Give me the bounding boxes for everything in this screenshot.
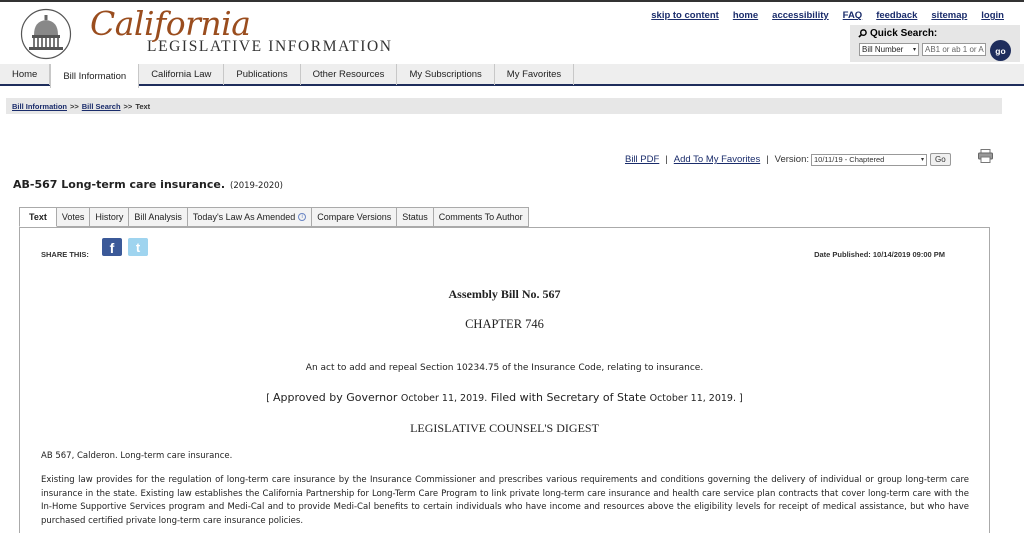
nav-publications[interactable]: Publications [224, 64, 300, 85]
bill-tabs [19, 207, 529, 227]
chevron-down-icon: ▾ [920, 157, 924, 163]
capitol-dome-logo-icon[interactable] [20, 8, 72, 60]
nav-my-subscriptions[interactable]: My Subscriptions [397, 64, 494, 85]
toolbar-divider: | [665, 154, 668, 165]
share-label: SHARE THIS: [41, 250, 89, 259]
tab-votes[interactable]: Votes [57, 207, 91, 227]
bill-pdf-link[interactable]: Bill PDF [625, 154, 660, 165]
approved-label: Approved by Governor [273, 391, 398, 404]
logo-california[interactable]: California [90, 4, 251, 43]
date-published: Date Published: 10/14/2019 09:00 PM [814, 250, 945, 259]
logo-subtitle[interactable]: LEGISLATIVE INFORMATION [147, 38, 393, 55]
info-icon[interactable]: i [298, 213, 306, 221]
filed-label: Filed with Secretary of State [490, 391, 647, 404]
bill-text-panel [19, 227, 990, 533]
tab-comments-to-author[interactable]: Comments To Author [434, 207, 529, 227]
breadcrumb-current: Text [135, 101, 151, 111]
search-type-value: Bill Number [862, 45, 904, 54]
approved-date: October 11, 2019. [400, 393, 488, 404]
skip-to-content-link[interactable]: skip to content [651, 10, 719, 21]
breadcrumb [6, 98, 1002, 114]
nav-california-law[interactable]: California Law [139, 64, 224, 85]
accessibility-link[interactable]: accessibility [772, 10, 829, 21]
bill-toolbar [625, 153, 951, 166]
breadcrumb-separator: >> [70, 101, 79, 111]
feedback-link[interactable]: feedback [876, 10, 918, 21]
digest-heading: LEGISLATIVE COUNSEL'S DIGEST [410, 421, 599, 435]
approval-line: [ Approved by Governor October 11, 2019. Filed with Secretary of State October 11, 2019. ] [266, 391, 743, 404]
digest-intro: AB 567, Calderon. Long-term care insurance. [41, 451, 233, 461]
search-icon [858, 29, 867, 38]
tab-text[interactable]: Text [19, 207, 57, 227]
bill-title-text: AB-567 Long-term care insurance. [13, 178, 226, 191]
chevron-down-icon: ▾ [912, 47, 916, 53]
digest-paragraph: Existing law provides for the regulation of long-term care insurance by the Insurance Commissioner and prescribes various requirements and conditions governing the delivery of individual or group long-term care insurance in the state. Existing law establishes the California Partnership for Long-Term Care Program to link private long-term care insurance and health care service plan contracts that cover long-term care with the In-Home Supportive Services program and Medi-Cal and to provide Medi-Cal benefits to certain individuals who have income and resources above the eligibility levels for receipt of medical assistance, but who have purchased certified private long-term care insurance policies. [41, 475, 969, 526]
search-go-button[interactable]: go [990, 40, 1011, 61]
facebook-share-icon[interactable]: f [102, 238, 122, 256]
breadcrumb-separator: >> [123, 101, 133, 111]
search-type-select[interactable] [859, 43, 919, 56]
toolbar-divider: | [766, 154, 769, 165]
tab-compare-versions[interactable]: Compare Versions [312, 207, 397, 227]
nav-bill-information[interactable]: Bill Information [50, 64, 139, 88]
search-input[interactable]: AB1 or ab 1 or A [922, 43, 986, 56]
filed-date: October 11, 2019. [649, 393, 736, 404]
version-value: 10/11/19 - Chaptered [814, 155, 885, 164]
nav-home[interactable]: Home [0, 64, 50, 85]
act-description: An act to add and repeal Section 10234.75 of the Insurance Code, relating to insurance. [305, 363, 704, 373]
tab-todays-law[interactable] [188, 207, 312, 227]
sitemap-link[interactable]: sitemap [931, 10, 968, 21]
quick-search-title [858, 28, 937, 39]
bill-session: (2019-2020) [230, 181, 283, 191]
twitter-share-icon[interactable] [128, 238, 148, 256]
tab-todays-law-label: Today's Law As Amended [192, 212, 296, 222]
add-to-favorites-link[interactable]: Add To My Favorites [673, 154, 761, 165]
quick-search-label: Quick Search: [870, 28, 938, 39]
login-link[interactable]: login [981, 10, 1004, 21]
faq-link[interactable]: FAQ [842, 10, 863, 21]
nav-my-favorites[interactable]: My Favorites [495, 64, 574, 85]
nav-other-resources[interactable]: Other Resources [301, 64, 398, 85]
bill-number-heading: Assembly Bill No. 567 [448, 287, 561, 301]
breadcrumb-bill-information[interactable]: Bill Information [12, 101, 67, 111]
tab-bill-analysis[interactable]: Bill Analysis [129, 207, 188, 227]
breadcrumb-bill-search[interactable]: Bill Search [81, 101, 121, 111]
chapter-heading: CHAPTER 746 [465, 317, 544, 331]
site-header [0, 0, 1024, 62]
tab-status[interactable]: Status [397, 207, 434, 227]
svg-text:t: t [135, 240, 141, 255]
utility-links [651, 10, 1004, 21]
home-link[interactable]: home [732, 10, 759, 21]
main-nav [0, 64, 1024, 86]
version-go-button[interactable]: Go [930, 153, 951, 166]
tab-history[interactable]: History [90, 207, 129, 227]
version-select[interactable] [811, 154, 927, 166]
version-label: Version: [774, 154, 809, 165]
print-icon[interactable] [978, 149, 993, 163]
quick-search-panel [850, 25, 1020, 62]
bill-title [13, 178, 283, 191]
